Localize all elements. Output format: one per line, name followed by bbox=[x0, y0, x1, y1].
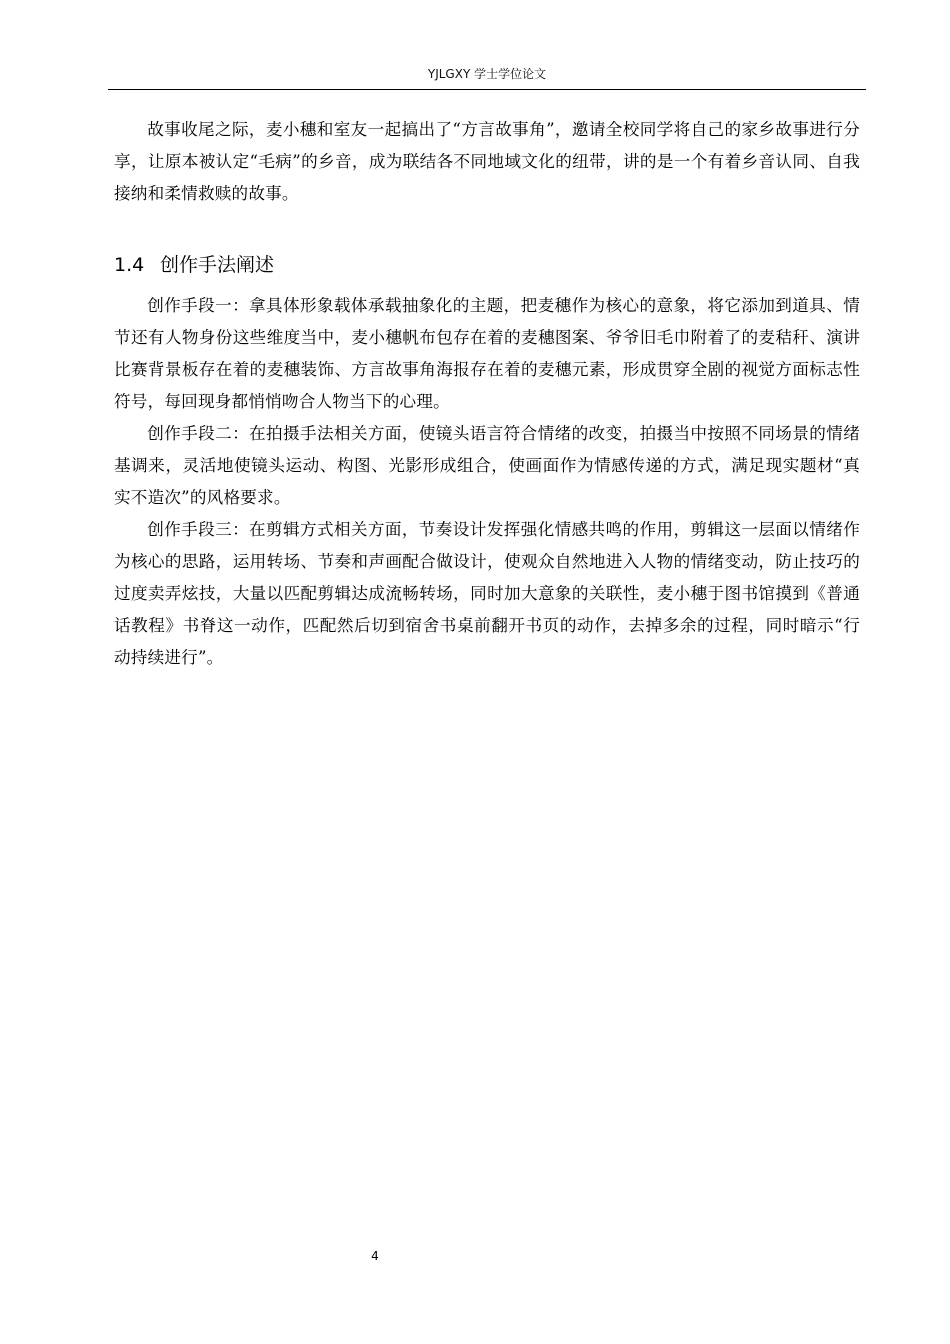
section-number: 1.4 bbox=[114, 254, 145, 276]
body-paragraph-technique-3: 创作手段三：在剪辑方式相关方面，节奏设计发挥强化情感共鸣的作用，剪辑这一层面以情绪作为核心的思路，运用转场、节奏和声画配合做设计，使观众自然地进入人物的情绪变动，防止技巧的过度卖弄炫技，大量以匹配剪辑达成流畅转场，同时加大意象的关联性，麦小穗于图书馆摸到《普通话教程》书脊这一动作，匹配然后切到宿舍书桌前翻开书页的动作，去掉多余的过程，同时暗示“行动持续进行”。 bbox=[114, 520, 860, 667]
page-number: 4 bbox=[371, 1249, 379, 1263]
body-paragraph-intro: 故事收尾之际，麦小穗和室友一起搞出了“方言故事角”，邀请全校同学将自己的家乡故事进行分享，让原本被认定“毛病”的乡音，成为联结各不同地域文化的纽带，讲的是一个有着乡音认同、自我接纳和柔情救赎的故事。 bbox=[114, 120, 860, 203]
header-divider bbox=[108, 89, 866, 90]
body-paragraph-technique-2: 创作手段二：在拍摄手法相关方面，使镜头语言符合情绪的改变，拍摄当中按照不同场景的情绪基调来，灵活地使镜头运动、构图、光影形成组合，使画面作为情感传递的方式，满足现实题材“真实不造次”的风格要求。 bbox=[114, 424, 860, 507]
body-paragraph-technique-1: 创作手段一：拿具体形象载体承载抽象化的主题，把麦穗作为核心的意象，将它添加到道具、情节还有人物身份这些维度当中，麦小穗帆布包存在着的麦穗图案、爷爷旧毛巾附着了的麦秸秆、演讲比赛背景板存在着的麦穗装饰、方言故事角海报存在着的麦穗元素，形成贯穿全剧的视觉方面标志性符号，每回现身都悄悄吻合人物当下的心理。 bbox=[114, 296, 860, 411]
section-title: 创作手法阐述 bbox=[160, 254, 275, 276]
section-heading bbox=[114, 248, 274, 282]
running-header: YJLGXY 学士学位论文 bbox=[427, 67, 547, 81]
